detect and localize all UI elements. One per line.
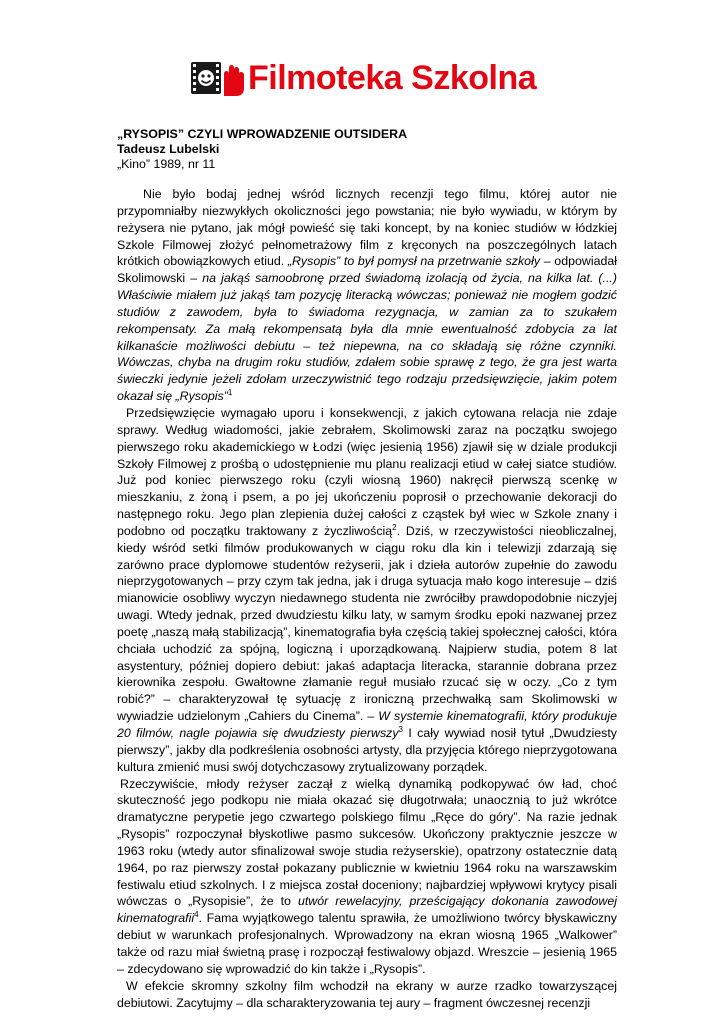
text-run: . Fama wyjątkowego talentu sprawiła, że umożliwiono twórcy błyskawiczny debiut w warunkach profesjonalnych. Wprowadzony na ekran wiosną 1965 „Walkower” także od razu miał świetną prasę i rozpoczął festiwalowy objazd. Wreszcie – jesienią 1965 – zdecydowano się wprowadzić do kin także i „Rysopis”. — [117, 911, 617, 976]
quote-run: W systemie kinematografii, który produkuje 20 filmów, nagle pojawia się dwudziesty pierwszy — [117, 709, 617, 740]
article-body — [117, 186, 617, 1011]
paragraph-2 — [117, 405, 617, 776]
footnote-ref-4: 4 — [194, 910, 199, 920]
footnote-ref-2: 2 — [392, 522, 397, 532]
paragraph-1 — [117, 186, 617, 405]
paragraph-4 — [117, 978, 617, 1012]
logo-wordmark: Filmoteka Szkolna — [248, 59, 537, 97]
text-run: I cały wywiad nosił tytuł „Dwudziesty pierwszy”, jakby dla podkreślenia osobności artysty, dla przyjęcia którego nieprzygotowana kultura zmienić musi swój dotychczasowy zrytualizowany porządek. — [117, 726, 617, 774]
filmoteka-logo — [190, 55, 536, 101]
footnote-ref-3: 3 — [398, 724, 403, 734]
article-author: Tadeusz Lubelski — [117, 142, 220, 156]
text-run: Rzeczywiście, młody reżyser zaczął z wielką dynamiką podkopywać ów ład, choć skuteczność jego podkopu nie miała okazać się długotrwała; unaocznią to już wkrótce dramatyczne perypetie jego czwartego polskiego filmu „Ręce do góry”. Na razie jednak „Rysopis” rozpoczynał błyskotliwe pasmo sukcesów. Ukończony praktycznie jeszcze w 1963 roku (wtedy autor sfinalizował swoje studia reżyserskie), opatrzony ostatecznie datą 1964, po raz pierwszy został pokazany publicznie w kwietniu 1964 roku na warszawskim festiwalu etiud szkolnych. I z miejsca został doceniony; najbardziej wpływowi krytycy pisali wówczas o „Rysopisie”, że to — [117, 776, 617, 909]
text-run: . Dziś, w rzeczywistości nieobliczalnej, kiedy wśród setki filmów produkowanych w ciągu roku dla kin i telewizji zdarzają się zarówno prace dyplomowe studentów reżyserii, jak i dzieła autorów zupełnie do zawodu nieprzygotowanych – przy czym tak jedna, jak i druga sytuacja mało kogo interesuje – dziś mianowicie osobliwy wyczyn niedawnego studenta nie zwróciłby prawdopodobnie niczyjej uwagi. Wtedy jednak, przed dwudziestu kilku laty, w samym środku epoki nazwanej przez poetę „naszą małą stabilizacją”, kinematografia była częścią takiej społecznej całości, która chciała uchodzić za spójną, logiczną i uporządkowaną. Najpierw studia, potem 8 lat asystentury, później dopiero debiut: jakaś adaptacja literacka, starannie dobrana przez kierownika zespołu. Gwałtowne złamanie reguł musiało rzucać się w oczy. „Co z tym robić?” – charakteryzował tę sytuację z ironiczną przechwałką sam Skolimowski w wywiadzie udzielonym „Cahiers du Cinema”. – — [117, 523, 617, 724]
text-run: – odpowiadał Skolimowski – — [117, 254, 618, 286]
article-source: „Kino” 1989, nr 11 — [117, 157, 216, 171]
quote-run: utwór rewelacyjny, prześcigający dokonania zawodowej kinematografii — [117, 894, 617, 926]
footnote-ref-1: 1 — [227, 388, 233, 397]
text-run: Nie było bodaj jednej wśród licznych recenzji tego filmu, której autor nie przypomniałby niezwykłych okoliczności jego powstania; nie było wywiadu, w którym by reżysera nie pytano, jak mógł powieść się taki koncept, by na koniec studiów w łódzkiej Szkole Filmowej złożyć pełnometrażowy film z kręconych na poszczególnych latach krótkich obowiązkowych etiud. — [117, 187, 617, 269]
paragraph-3 — [117, 776, 617, 978]
quote-run: „Rysopis” to był pomysł na przetrwanie szkoły — [287, 254, 541, 269]
text-run: Przedsięwzięcie wymagało uporu i konsekwencji, z jakich cytowana relacja nie zdaje sprawy. Według wiadomości, jakie zebrałem, Skolimowski zaraz na początku swojego pierwszego roku akademickiego w Łodzi (więc jesienią 1956) zjawił się w dziale produkcji Szkoły Filmowej z prośbą o udostępnienie mu planu realizacji etiud w całej siatce studiów. Już pod koniec pierwszego roku (czyli wiosną 1960) nakręcił pierwszą scenkę w mieszkaniu, z żoną i psem, a po jej ukończeniu poprosił o przechowanie dekoracji do następnego roku. Jego plan zlepienia dużej całości z cząstek był wiec w Szkole znany i podobno od początku traktowany z życzliwością — [117, 405, 617, 538]
text-run: W efekcie skromny szkolny film wchodził na ekrany w aurze rzadko towarzyszącej debiutowi. Zacytujmy – dla scharakteryzowania tej aury – fragment ówczesnej recenzji — [117, 978, 617, 1010]
film-reel-hand-icon — [190, 58, 246, 98]
article-title: „RYSOPIS” CZYLI WPROWADZENIE OUTSIDERA — [117, 127, 408, 141]
quote-run: na jakąś samoobronę przed świadomą izolacją od życia, na kilka lat. (...) Właściwie miałem już jakąś tam pozycję literacką wówczas; ponieważ nie mogłem godzić studiów z zawodem, była to świadoma rezygnacja, w zamian za to szukałem rekompensaty. Za małą rekompensatą była dla mnie ewentualność zdobycia za lat kilkanaście możliwości debiutu – też niepewna, na co składają się różne czynniki. Wówczas, chyba na drugim roku studiów, zdałem sobie sprawę z tego, że gra jest warta świeczki jedynie jeżeli zdołam urzeczywistnić tego rodzaju przedsięwzięcie, jakim potem okazał się „Rysopis” — [117, 271, 617, 404]
article-header — [117, 127, 617, 172]
